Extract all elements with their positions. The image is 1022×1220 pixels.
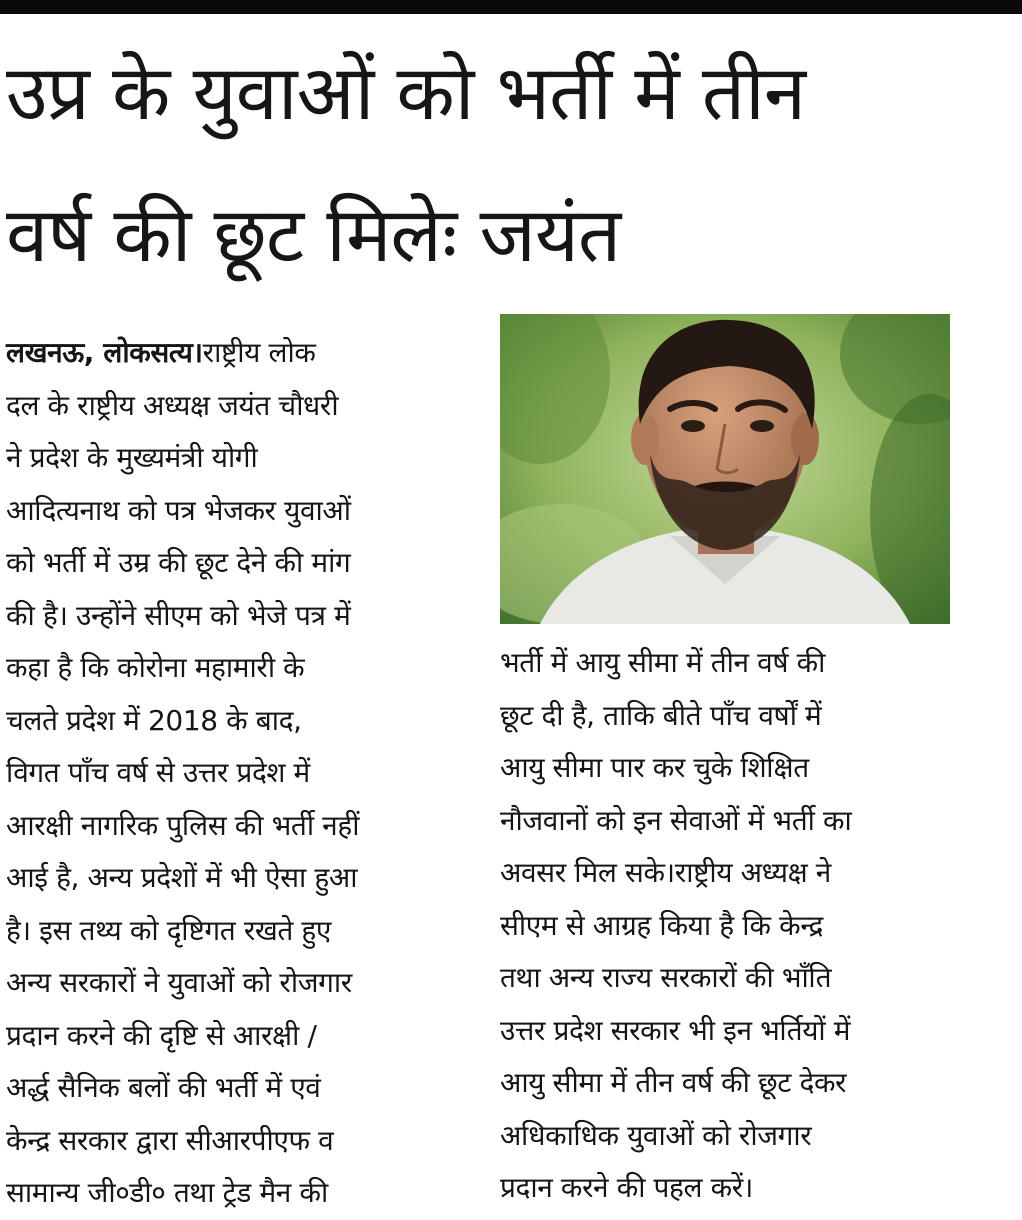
- article-line: की है। उन्होंने सीएम को भेजे पत्र में: [6, 598, 351, 632]
- article-line: [6, 327, 476, 380]
- article-line: आयु सीमा में तीन वर्ष की छूट देकर: [500, 1066, 847, 1099]
- article-line: तथा अन्य राज्य सरकारों की भाँति: [500, 961, 832, 994]
- article-line: कहा है कि कोरोना महामारी के: [6, 651, 305, 684]
- article-line: छूट दी है, ताकि बीते पाँच वर्षों में: [500, 698, 822, 732]
- article-line: अर्द्ध सैनिक बलों की भर्ती में एवं: [6, 1071, 321, 1104]
- article-line: आई है, अन्य प्रदेशों में भी ऐसा हुआ: [6, 861, 358, 894]
- article-line: आदित्यनाथ को पत्र भेजकर युवाओं: [6, 493, 351, 527]
- article-line: प्रदान करने की दृष्टि से आरक्षी /: [6, 1018, 317, 1052]
- article-line: चलते प्रदेश में 2018 के बाद,: [6, 703, 302, 737]
- article-line: विगत पाँच वर्ष से उत्तर प्रदेश में: [6, 756, 310, 789]
- article-line: ने प्रदेश के मुख्यमंत्री योगी: [6, 441, 258, 474]
- article-line: दल के राष्ट्रीय अध्यक्ष जयंत चौधरी: [6, 388, 339, 422]
- article-line: प्रदान करने की पहल करें।: [500, 1171, 753, 1204]
- article-line: नौजवानों को इन सेवाओं में भर्ती का: [500, 803, 852, 837]
- top-black-bar: [0, 0, 1022, 14]
- article-line: अधिकाधिक युवाओं को रोजगार: [500, 1118, 812, 1152]
- article-line: है। इस तथ्य को दृष्टिगत रखते हुए: [6, 913, 331, 947]
- article-line: अन्य सरकारों ने युवाओं को रोजगार: [6, 966, 352, 999]
- article-line: भर्ती में आयु सीमा में तीन वर्ष की: [500, 646, 825, 679]
- headline: [6, 22, 1016, 306]
- portrait-photo: [500, 314, 950, 624]
- portrait-illustration: [500, 314, 950, 624]
- headline-line-1: उप्र के युवाओं को भर्ती में तीन: [6, 48, 806, 137]
- article-line: केन्द्र सरकार द्वारा सीआरपीएफ व: [6, 1123, 334, 1157]
- article-line: आयु सीमा पार कर चुके शिक्षित: [500, 751, 809, 784]
- article-line: उत्तर प्रदेश सरकार भी इन भर्तियों में: [500, 1013, 851, 1047]
- article-right-column: [500, 637, 1000, 1215]
- article-left-column: [6, 327, 476, 1220]
- article-line: सीएम से आग्रह किया है कि केन्द्र: [500, 908, 823, 942]
- article-line: आरक्षी नागरिक पुलिस की भर्ती नहीं: [6, 808, 360, 842]
- headline-line-2: वर्ष की छूट मिलेः जयंत: [6, 190, 621, 279]
- article-line: अवसर मिल सके।राष्ट्रीय अध्यक्ष ने: [500, 856, 831, 889]
- article-line-text: राष्ट्रीय लोक: [202, 336, 316, 369]
- article-line: सामान्य जी०डी० तथा ट्रेड मैन की: [6, 1176, 328, 1209]
- article-line: को भर्ती में उम्र की छूट देने की मांग: [6, 546, 351, 579]
- dateline: लखनऊ, लोकसत्य।: [6, 336, 203, 369]
